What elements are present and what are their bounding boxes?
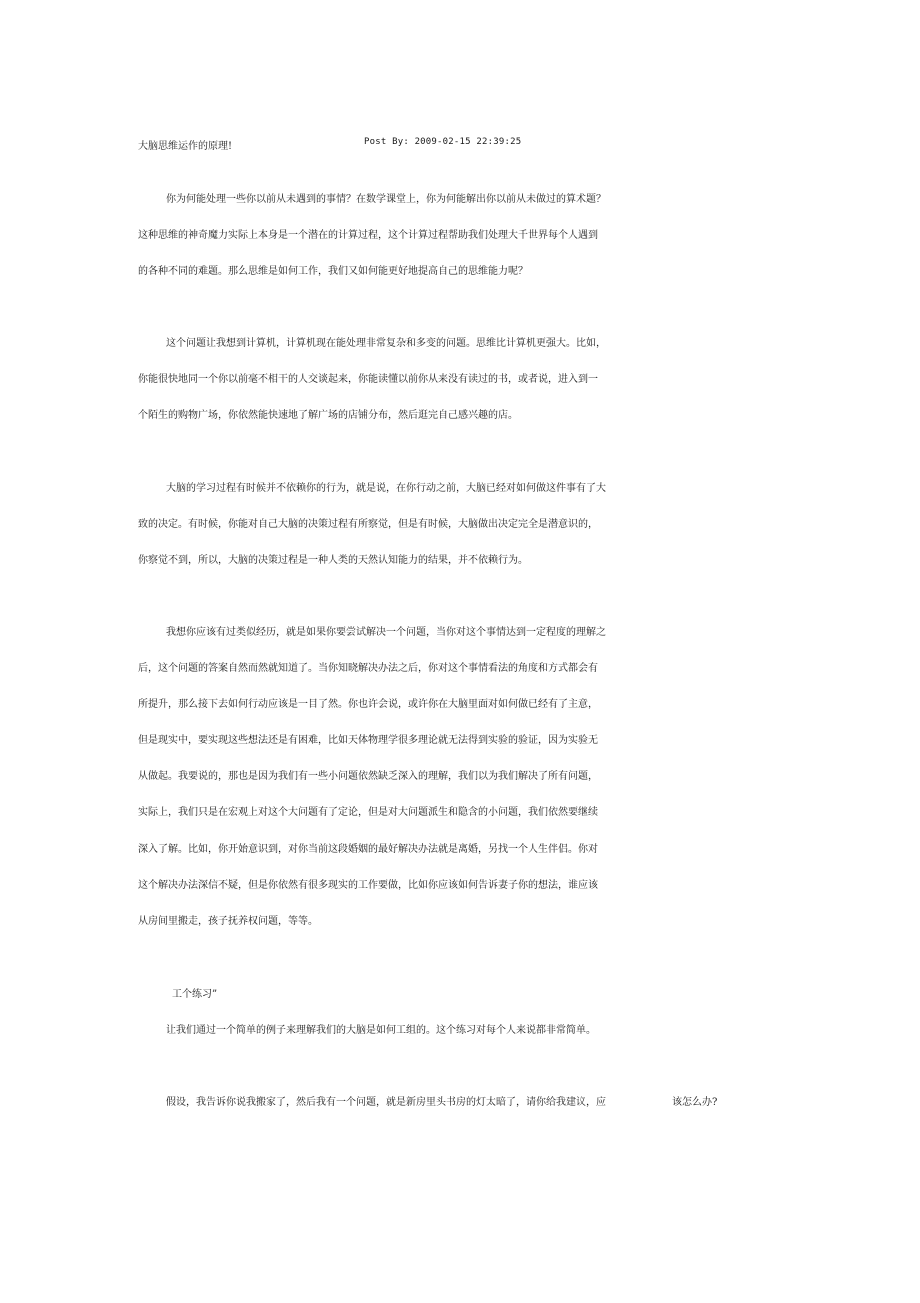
post-header xyxy=(138,137,698,153)
paragraph-2-line-2: 你能很快地同一个你以前毫不相干的人交谈起来，你能读懂以前你从来没有读过的书，或者说，进入到一 xyxy=(138,374,598,385)
exercise-question-tail: 该怎么办? xyxy=(672,1097,718,1108)
paragraph-2-line-3: 个陌生的购物广场，你依然能快速地了解广场的店铺分布，然后逛完自己感兴趣的店。 xyxy=(138,410,518,421)
paragraph-2-line-1: 这个问题让我想到计算机，计算机现在能处理非常复杂和多变的问题。思维比计算机更强大。比如， xyxy=(166,338,606,349)
paragraph-4-line-4: 但是现实中，要实现这些想法还是有困难，比如天体物理学很多理论就无法得到实验的验证，因为实验无 xyxy=(138,735,598,746)
paragraph-3-line-1: 大脑的学习过程有时候并不依赖你的行为，就是说，在你行动之前，大脑已经对如何做这件事有了大 xyxy=(166,483,606,494)
paragraph-4-line-6: 实际上，我们只是在宏观上对这个大问题有了定论，但是对大问题派生和隐含的小问题，我们依然要继续 xyxy=(138,807,598,818)
post-title: 大脑思维运作的原理! xyxy=(138,141,233,152)
paragraph-4-line-7: 深入了解。比如，你开始意识到，对你当前这段婚姻的最好解决办法就是离婚，另找一个人生伴侣。你对 xyxy=(138,844,598,855)
paragraph-1-line-2: 这种思维的神奇魔力实际上本身是一个潜在的计算过程，这个计算过程帮助我们处理大千世界每个人遇到 xyxy=(138,230,598,241)
paragraph-1-line-3: 的各种不同的难题。那么思维是如何工作，我们又如何能更好地提高自己的思维能力呢？ xyxy=(138,266,528,277)
paragraph-1-line-1: 你为何能处理一些你以前从未遇到的事情？在数学课堂上，你为何能解出你以前从未做过的算术题？ xyxy=(166,194,606,205)
paragraph-4-line-1: 我想你应该有过类似经历，就是如果你要尝试解决一个问题，当你对这个事情达到一定程度的理解之 xyxy=(166,627,606,638)
paragraph-4-line-9: 从房间里搬走，孩子抚养权问题，等等。 xyxy=(138,916,318,927)
paragraph-3-line-2: 致的决定。有时候，你能对自己大脑的决策过程有所察觉，但是有时候，大脑做出决定完全是潜意识的， xyxy=(138,519,598,530)
post-meta: Post By: 2009-02-15 22:39:25 xyxy=(364,137,522,147)
exercise-question: 假设，我告诉你说我搬家了，然后我有一个问题，就是新房里头书房的灯太暗了，请你给我建议，应 xyxy=(166,1097,606,1108)
paragraph-4-line-5: 从做起。我要说的，那也是因为我们有一些小问题依然缺乏深入的理解，我们以为我们解决了所有问题， xyxy=(138,771,598,782)
paragraph-4-line-3: 所提升，那么接下去如何行动应该是一目了然。你也许会说，或许你在大脑里面对如何做已经有了主意， xyxy=(138,699,598,710)
paragraph-4-line-8: 这个解决办法深信不疑，但是你依然有很多现实的工作要做，比如你应该如何告诉妻子你的想法，谁应该 xyxy=(138,880,598,891)
paragraph-3-line-3: 你察觉不到，所以，大脑的决策过程是一种人类的天然认知能力的结果，并不依赖行为。 xyxy=(138,555,528,566)
exercise-intro: 让我们通过一个简单的例子来理解我们的大脑是如何工组的。这个练习对每个人来说都非常简单。 xyxy=(166,1025,596,1036)
paragraph-4-line-2: 后，这个问题的答案自然而然就知道了。当你知晓解决办法之后，你对这个事情看法的角度和方式都会有 xyxy=(138,663,598,674)
exercise-heading: 工个练习” xyxy=(172,989,218,1000)
